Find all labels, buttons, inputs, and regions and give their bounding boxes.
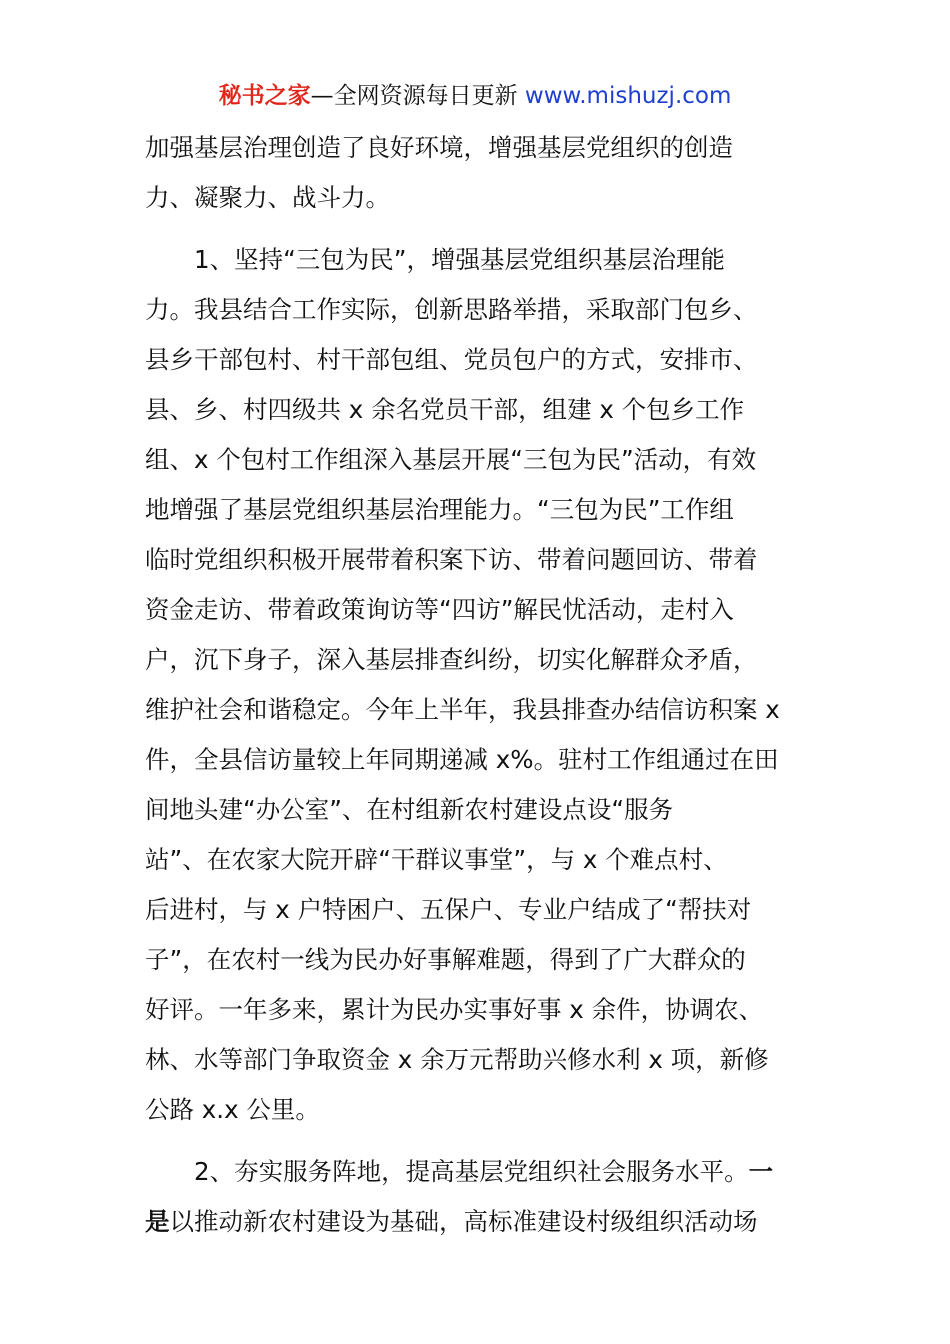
text-line: 加强基层治理创造了良好环境，增强基层党组织的创造 bbox=[145, 133, 733, 162]
text-line: 好评。一年多来，累计为民办实事好事 x 余件，协调农、 bbox=[145, 995, 764, 1024]
text-line bbox=[145, 1150, 815, 1200]
text-line bbox=[145, 1200, 815, 1250]
site-tagline: —全网资源每日更新 bbox=[310, 83, 518, 109]
bold-marker: 一 bbox=[748, 1157, 774, 1186]
text-line: 件，全县信访量较上年同期递减 x%。驻村工作组通过在田 bbox=[145, 745, 779, 774]
text-line: 县、乡、村四级共 x 余名党员干部，组建 x 个包乡工作 bbox=[145, 395, 745, 424]
site-url-link[interactable]: www.mishuzj.com bbox=[524, 83, 732, 109]
text-line: 后进村，与 x 户特困户、五保户、专业户结成了“帮扶对 bbox=[145, 895, 752, 924]
paragraph-section-1 bbox=[145, 238, 815, 1138]
text-line: 间地头建“办公室”、在村组新农村建设点设“服务 bbox=[145, 795, 674, 824]
text-line: 组、x 个包村工作组深入基层开展“三包为民”活动，有效 bbox=[145, 445, 757, 474]
text-line: 林、水等部门争取资金 x 余万元帮助兴修水利 x 项，新修 bbox=[145, 1045, 769, 1074]
text-line: 户，沉下身子，深入基层排查纠纷，切实化解群众矛盾， bbox=[145, 645, 758, 674]
document-body bbox=[145, 126, 815, 1250]
text-line: 公路 x.x 公里。 bbox=[145, 1095, 320, 1124]
site-header bbox=[0, 80, 950, 112]
bold-marker: 是 bbox=[145, 1207, 170, 1236]
text-run: 以推动新农村建设为基础，高标准建设村级组织活动场 bbox=[169, 1207, 758, 1236]
paragraph-intro-continued bbox=[145, 126, 815, 226]
text-line: 1、坚持“三包为民”，增强基层党组织基层治理能 bbox=[145, 245, 725, 274]
text-run: 2、夯实服务阵地，提高基层党组织社会服务水平。 bbox=[145, 1157, 749, 1186]
text-line: 维护社会和谐稳定。今年上半年，我县排查办结信访积案 x bbox=[145, 695, 780, 724]
text-line: 资金走访、带着政策询访等“四访”解民忧活动，走村入 bbox=[145, 595, 734, 624]
text-line: 临时党组织积极开展带着积案下访、带着问题回访、带着 bbox=[145, 545, 758, 574]
text-line: 子”，在农村一线为民办好事解难题，得到了广大群众的 bbox=[145, 945, 746, 974]
text-line: 力。我县结合工作实际，创新思路举措，采取部门包乡、 bbox=[145, 295, 758, 324]
text-line: 地增强了基层党组织基层治理能力。“三包为民”工作组 bbox=[145, 495, 734, 524]
text-line: 县乡干部包村、村干部包组、党员包户的方式，安排市、 bbox=[145, 345, 758, 374]
text-line: 站”、在农家大院开辟“干群议事堂”，与 x 个难点村、 bbox=[145, 845, 728, 874]
paragraph-section-2 bbox=[145, 1150, 815, 1250]
site-brand: 秘书之家 bbox=[218, 83, 311, 109]
text-line: 力、凝聚力、战斗力。 bbox=[145, 183, 390, 212]
